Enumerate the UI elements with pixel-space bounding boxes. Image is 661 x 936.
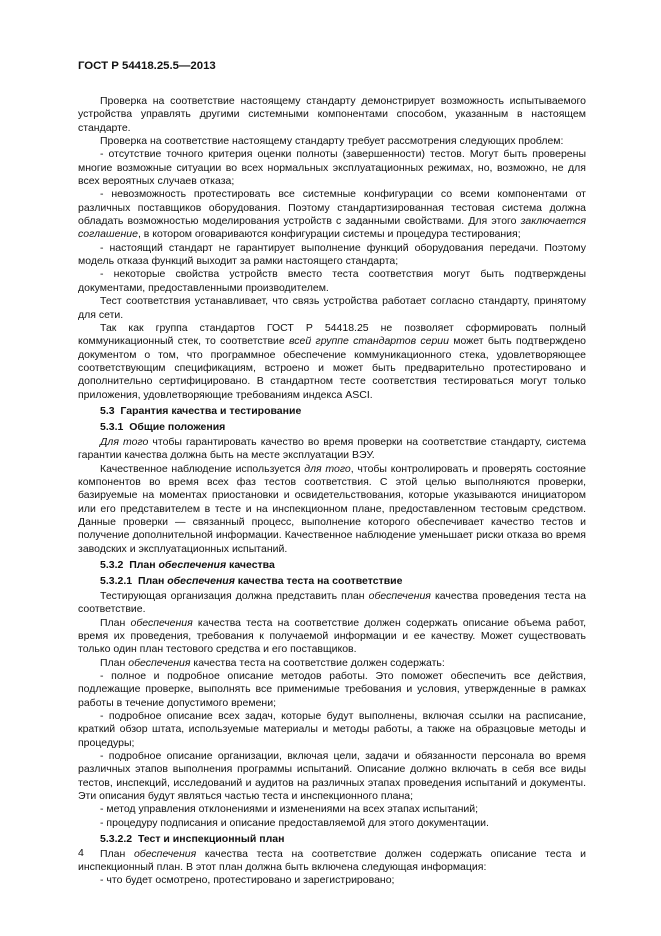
paragraph: - настоящий стандарт не гарантирует выполнение функций оборудования передачи. Поэтому модель отказа функций выходит за рамки настоящего стандарта; — [78, 241, 586, 268]
paragraph: - невозможность протестировать все системные конфигурации со всеми компонентами от различных поставщиков оборудования. Поэтому стандартизированная тестовая система должна обладать возможностью моделирования устройств с заданными свойствами. Для этого заключается соглашение, в котором оговариваются конфигурации системы и процедура тестирования; — [78, 188, 586, 241]
paragraph: - полное и подробное описание методов работы. Это поможет обеспечить все действия, подлежащие проверке, выполнять все применимые требования и условия, утвержденные в рамках работы в течение допустимого времени; — [78, 670, 586, 709]
paragraph: Проверка на соответствие настоящему стандарту требует рассмотрения следующих проблем: — [100, 135, 564, 148]
paragraph: Тестирующая организация должна представить план обеспечения качества проведения теста на соответствие. — [78, 589, 586, 616]
paragraph: - некоторые свойства устройств вместо теста соответствия могут быть подтверждены документами, предоставленными производителем. — [78, 268, 586, 294]
paragraph: План обеспечения качества теста на соответствие должен содержать описание объема работ, время их проведения, требования к получаемой информации и ее качеству. Может существовать только один план тестового средства и его поставщиков. — [78, 616, 587, 656]
paragraph: План обеспечения качества теста на соответствие должен содержать: — [100, 656, 445, 669]
section-heading: 5.3.2 План обеспечения качества — [100, 558, 275, 571]
paragraph: Качественное наблюдение используется для того, чтобы контролировать и проверять состояние компонентов во время всех фаз тестов соответствия. С этой целью выполняются проверки, базируемые на моментах приостановки и освидетельствования, которые указываются инициатором или его представителем в тесте и на инспекционном плане, предоставленном тестовым средством. Данные проверки — связанный процесс, выполнение которого обеспечивает качество тестов и получение дополнительной информации. Качественное наблюдение уменьшает риски отказа во время заводских и эксплуатационных испытаний. — [78, 462, 586, 555]
section-heading: 5.3.2.2 Тест и инспекционный план — [100, 833, 285, 846]
section-heading: 5.3.1 Общие положения — [100, 421, 226, 434]
document-body — [78, 95, 586, 888]
paragraph: Тест соответствия устанавливает, что связь устройства работает согласно стандарту, принятому для сети. — [78, 295, 586, 321]
paragraph: Проверка на соответствие настоящему стандарту демонстрирует возможность испытываемого устройства управлять другими системными компонентами способом, указанным в настоящем стандарте. — [78, 95, 586, 134]
section-heading: 5.3 Гарантия качества и тестирование — [100, 404, 302, 417]
section-heading: 5.3.2.1 План обеспечения качества теста на соответствие — [100, 575, 403, 588]
page-number: 4 — [78, 847, 84, 859]
paragraph: Для того чтобы гарантировать качество во время проверки на соответствие стандарту, система гарантии качества должна быть на месте эксплуатации ВЭУ. — [78, 435, 587, 462]
paragraph: - процедуру подписания и описание предоставляемой для этого документации. — [100, 816, 489, 829]
paragraph: - отсутствие точного критерия оценки полноты (завершенности) тестов. Могут быть проверены многие возможные ситуации во всех нормальных эксплуатационных режимах, но, возможно, не для всех вероятных случаев отказа; — [78, 148, 586, 188]
paragraph: - метод управления отклонениями и изменениями на всех этапах испытаний; — [100, 803, 479, 816]
paragraph: План обеспечения качества теста на соответствие должен содержать описание теста и инспекционный план. В этот план должна быть включена следующая информация: — [78, 847, 586, 874]
document-header: ГОСТ Р 54418.25.5—2013 — [78, 60, 216, 72]
paragraph: Так как группа стандартов ГОСТ Р 54418.25 не позволяет сформировать полный коммуникационный стек, то соответствие всей группе стандартов серии может быть подтверждено документом о том, что программное обеспечение коммуникационного стека, удовлетворяющее соответствующим спецификациям, встроено и может быть предварительно протестировано и дополнительно сертифицировано. В стандартном тесте соответствия тестироваться могут только приложения, удовлетворяющие требованиям индекса ASCI. — [78, 321, 586, 401]
paragraph: - что будет осмотрено, протестировано и зарегистрировано; — [100, 874, 395, 887]
paragraph: - подробное описание организации, включая цели, задачи и обязанности персонала во время различных этапов выполнения программы испытаний. Описание должно включать в себя все виды тестов, инспекций, исследований и аудитов на различных этапах проведения испытаний и документы. Эти описания будут являться частью теста и инспекционного плана; — [78, 750, 586, 803]
paragraph: - подробное описание всех задач, которые будут выполнены, включая ссылки на расписание, краткий обзор штата, используемые материалы и методы работы, а также на образцовые методы и процедуры; — [78, 710, 586, 749]
